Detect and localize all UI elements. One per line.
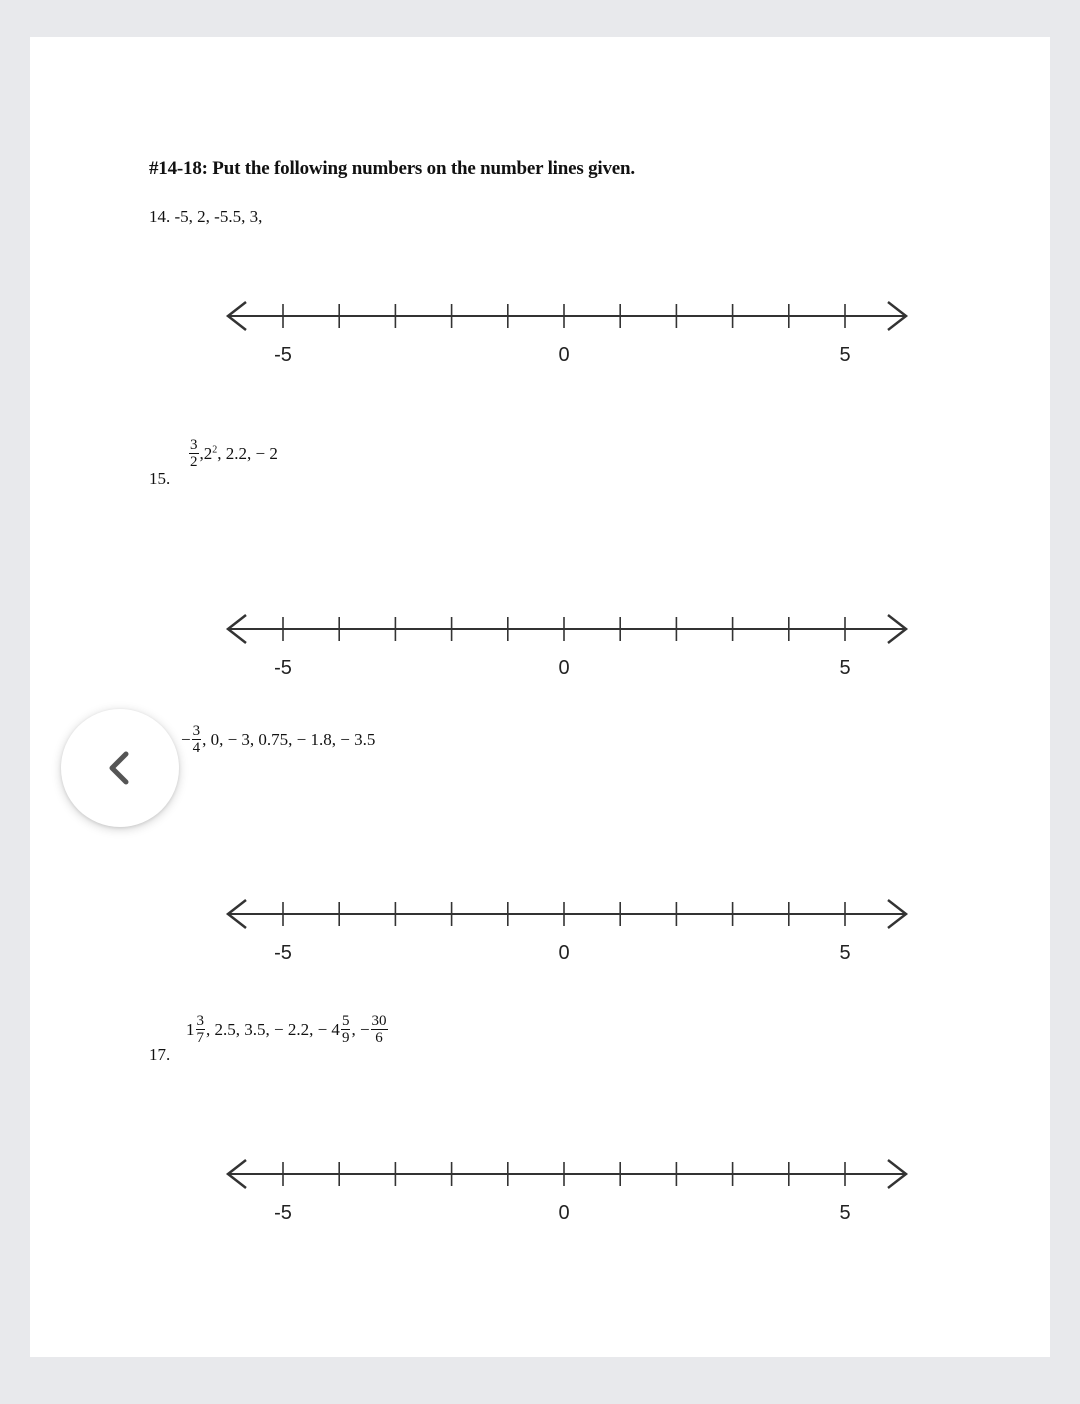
back-button[interactable] (61, 709, 179, 827)
problem-number: 17. (149, 1045, 171, 1064)
chevron-left-icon (100, 748, 140, 788)
tick-label: -5 (274, 657, 292, 679)
instructions-heading: #14-18: Put the following numbers on the number lines given. (149, 158, 635, 179)
tick-label: 5 (839, 657, 851, 679)
number-line-axis (228, 1160, 906, 1224)
problem-15: $\frac{3}{2}$ $,2^2$, 2.2, − 2 (190, 437, 278, 470)
tick-label: 0 (558, 344, 570, 366)
tick-label: 0 (558, 942, 570, 964)
tick-label: 5 (839, 1202, 851, 1224)
tick-label: 0 (558, 657, 570, 679)
problem-number: 15. (149, 469, 171, 488)
number-line-axis (228, 302, 906, 366)
tick-label: 0 (558, 1202, 570, 1224)
number-line-17 (0, 1148, 1080, 1228)
number-line-16 (0, 888, 1080, 968)
problem-values: -5, 2, -5.5, 3, (174, 207, 263, 226)
tick-label: -5 (274, 344, 292, 366)
fraction: $\frac{5}{9}$ (341, 1013, 350, 1046)
tick-label: 5 (839, 942, 851, 964)
tick-label: -5 (274, 1202, 292, 1224)
tick-label: -5 (274, 942, 292, 964)
problem-16: − $\frac{3}{4}$ , 0, − 3, 0.75, − 1.8, − 3.5 (181, 723, 376, 756)
fraction: $\frac{30}{6}$ (371, 1013, 387, 1046)
number-line-axis (228, 900, 906, 964)
number-line-15 (0, 603, 1080, 683)
fraction: $\frac{3}{4}$ (192, 723, 201, 756)
fraction: $\frac{3}{2}$ (190, 437, 198, 470)
problem-14 (149, 207, 262, 227)
problem-17: 1 $\frac{3}{7}$ , 2.5, 3.5, − 2.2, − 4 $\frac{5}{9}$ , − $\frac{30}{6}$ (186, 1013, 387, 1046)
problem-number: 14. (149, 207, 171, 226)
tick-label: 5 (839, 344, 851, 366)
number-line-14 (0, 290, 1080, 370)
fraction: $\frac{3}{7}$ (196, 1013, 204, 1046)
number-line-axis (228, 615, 906, 679)
